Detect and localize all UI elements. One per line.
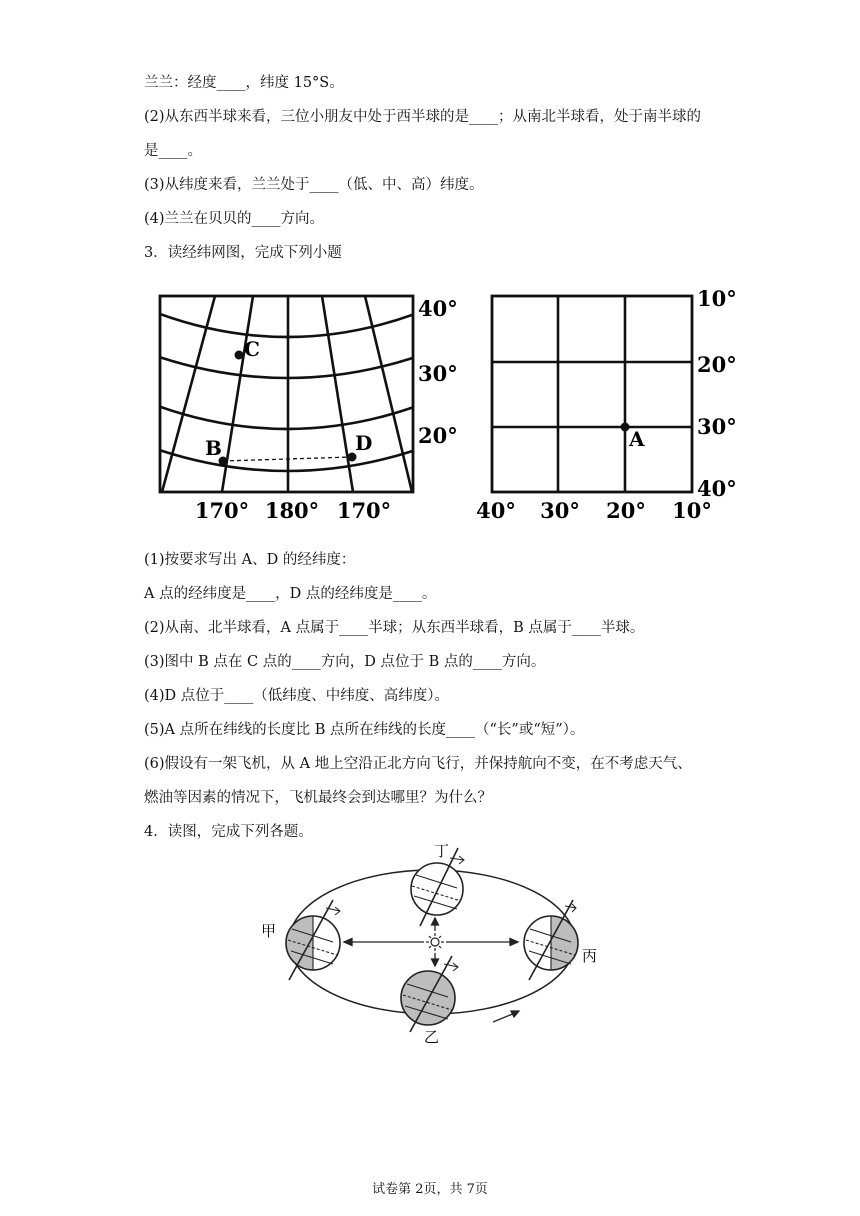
point-c — [235, 351, 244, 360]
question-3-2: (2)从南、北半球看，A 点属于____半球；从东西半球看，B 点属于____半球。 — [144, 620, 645, 636]
lat-label-20-left: 20° — [418, 423, 458, 448]
question-3-6: (6)假设有一架飞机，从 A 地上空沿正北方向飞行，并保持航向不变，在不考虑天气、 — [144, 756, 692, 772]
question-2-4: (4)兰兰在贝贝的____方向。 — [144, 211, 325, 227]
question-3-6-cont: 燃油等因素的情况下，飞机最终会到达哪里？为什么？ — [144, 790, 492, 806]
text-line-1: 兰兰：经度____，纬度 15°S。 — [144, 75, 344, 91]
question-2-3: (3)从纬度来看，兰兰处于____（低、中、高）纬度。 — [144, 177, 484, 193]
lon-label-180: 180° — [264, 498, 320, 523]
lon-label-30-right: 30° — [540, 498, 580, 523]
page-footer: 试卷第 2页，共 7页 — [372, 1182, 488, 1197]
question-3-4: (4)D 点位于____（低纬度、中纬度、高纬度）。 — [144, 688, 450, 704]
lat-label-10-right: 10° — [697, 288, 737, 311]
point-c-label: C — [244, 337, 260, 361]
question-2-2-cont: 是____。 — [144, 143, 202, 159]
question-3-title: 3．读经纬网图，完成下列小题 — [144, 245, 342, 261]
lat-label-40-left: 40° — [418, 296, 458, 321]
earth-yi — [401, 956, 458, 1032]
label-jia: 甲 — [261, 922, 277, 940]
lat-label-30-right: 30° — [697, 414, 737, 439]
question-3-5: (5)A 点所在纬线的长度比 B 点所在纬线的长度____（“长”或“短”）。 — [144, 722, 585, 738]
label-bing: 丙 — [582, 947, 598, 965]
lon-label-10-right: 10° — [672, 498, 712, 523]
map-right — [492, 296, 692, 492]
lon-label-170-e: 170° — [336, 498, 392, 523]
label-ding: 丁 — [434, 842, 450, 860]
point-d-label: D — [355, 431, 373, 455]
question-2-2: (2)从东西半球来看，三位小朋友中处于西半球的是____；从南北半球看，处于南半球的 — [144, 109, 702, 125]
question-3-1: (1)按要求写出 A、D 的经纬度： — [144, 552, 356, 568]
earth-orbit-figure — [0, 836, 860, 1046]
earth-bing — [524, 900, 578, 980]
lon-label-20-right: 20° — [606, 498, 646, 523]
lon-label-170-w: 170° — [194, 498, 250, 523]
sun-icon — [426, 933, 444, 951]
question-3-3: (3)图中 B 点在 C 点的____方向，D 点位于 B 点的____方向。 — [144, 654, 546, 670]
lon-label-40-right: 40° — [476, 498, 516, 523]
lat-label-40-right: 40° — [697, 476, 737, 501]
lat-label-30-left: 30° — [418, 361, 458, 386]
question-3-1-answer: A 点的经纬度是____，D 点的经纬度是____。 — [144, 586, 437, 602]
earth-jia — [286, 900, 340, 980]
question-4-title: 4．读图，完成下列各题。 — [144, 824, 313, 840]
map-left — [80, 288, 495, 523]
point-b-label: B — [205, 436, 222, 460]
point-a-label: A — [629, 427, 645, 451]
label-yi: 乙 — [424, 1028, 440, 1046]
graticule-figure — [0, 288, 860, 528]
lat-label-20-right: 20° — [697, 352, 737, 377]
